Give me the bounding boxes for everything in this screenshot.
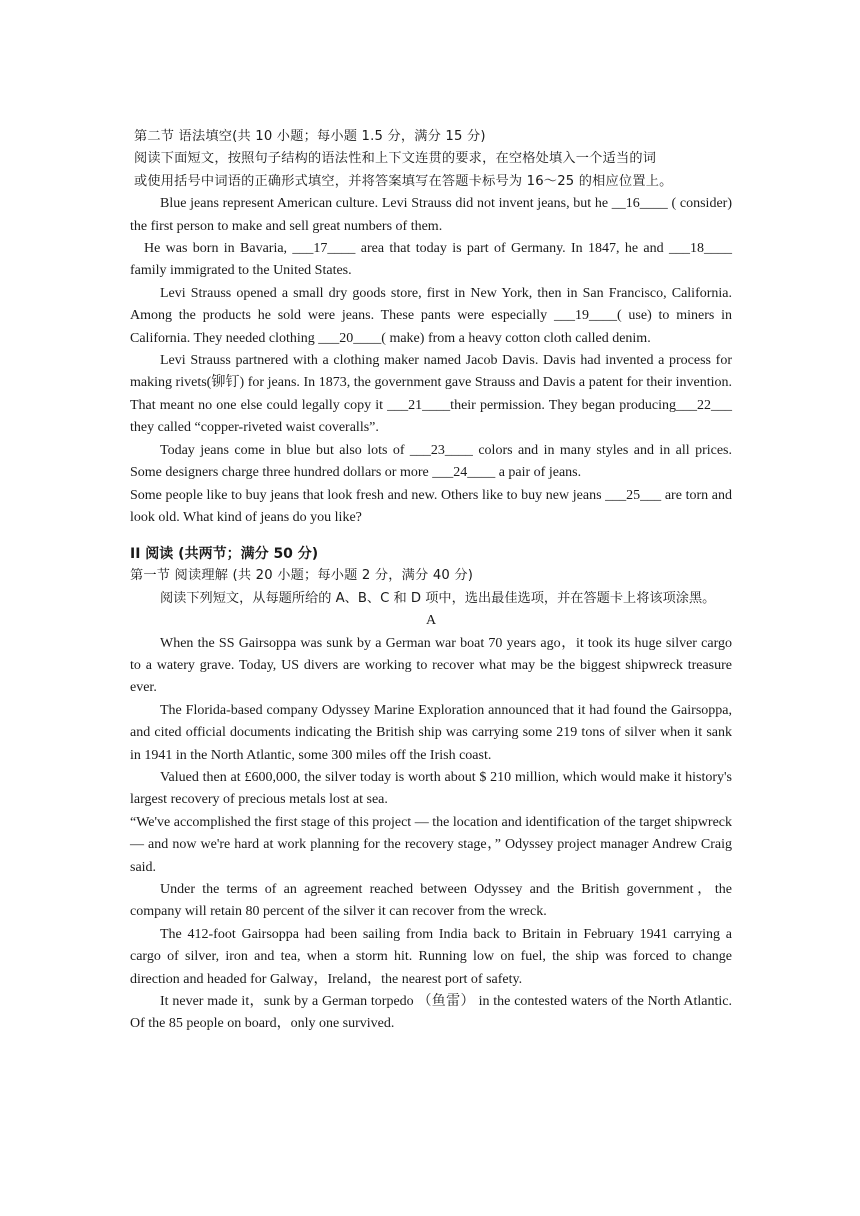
passage-paragraph-3: Valued then at £600,000, the silver today is worth about $ 210 million, which would make it history's largest recovery of precious metals lost at sea. (130, 769, 732, 808)
grammar-paragraph-2: He was born in Bavaria, ___17____ area that today is part of Germany. In 1847, he and ___18____ family immigrated to the United States. (130, 241, 732, 279)
passage-paragraph-6: The 412-foot Gairsoppa had been sailing from India back to Britain in February 1941 carrying a cargo of silver, iron and tea, when a storm hit. Running low on fuel, the ship was forced to change direction and headed for Galway，Ireland，the nearest port of safety. (130, 926, 732, 987)
passage-paragraph-7: It never made it，sunk by a German torpedo （鱼雷） in the contested waters of the North Atlantic. Of the 85 people on board，only one survived. (130, 994, 732, 1032)
passage-paragraph-5: Under the terms of an agreement reached between Odyssey and the British government，the company will retain 80 percent of the silver it can recover from the wreck. (130, 882, 732, 920)
passage-label: A (425, 613, 437, 629)
part2-heading: II 阅读 (共两节；满分 50 分) (130, 546, 319, 563)
reading-instruction: 阅读下列短文，从每题所给的 A、B、C 和 D 项中，选出最佳选项，并在答题卡上将该项涂黑。 (160, 590, 716, 606)
passage-paragraph-4: “We've accomplished the first stage of this project — the location and identification of the target shipwreck — and now we're hard at work planning for the recovery stage，” Odyssey project manager Andrew Craig said. (130, 814, 732, 875)
passage-paragraph-1: When the SS Gairsoppa was sunk by a German war boat 70 years ago，it took its huge silver cargo to a watery grave. Today, US divers are working to recover what may be the biggest shipwreck treasure ever. (130, 635, 732, 696)
section2-title: 第二节 语法填空(共 10 小题；每小题 1.5 分，满分 15 分) (134, 129, 486, 144)
exam-page (130, 126, 732, 1036)
grammar-paragraph-3: Levi Strauss opened a small dry goods store, first in New York, then in San Francisco, California. Among the products he sold were jeans. These pants were especially ___19____( use) to miners in California. They needed clothing ___20____( make) from a heavy cotton cloth called denim. (130, 285, 732, 346)
reading-section1-title: 第一节 阅读理解 (共 20 小题；每小题 2 分，满分 40 分) (130, 568, 474, 584)
passage-paragraph-2: The Florida-based company Odyssey Marine Exploration announced that it had found the Gairsoppa, and cited official documents indicating the British ship was carrying some 219 tons of silver when it sank in 1941 in the North Atlantic, some 300 miles off the Irish coast. (130, 702, 732, 763)
grammar-paragraph-4: Levi Strauss partnered with a clothing maker named Jacob Davis. Davis had invented a process for making rivets(铆钉) for jeans. In 1873, the government gave Strauss and Davis a patent for their invention. That meant no one else could legally copy it ___21____their permission. They began producing___22___ they called “copper-riveted waist coveralls”. (130, 353, 732, 436)
grammar-paragraph-6: Some people like to buy jeans that look fresh and new. Others like to buy new jeans ___25___ are torn and look old. What kind of jeans do you like? (130, 487, 732, 525)
section2-instruction-line2: 或使用括号中词语的正确形式填空，并将答案填写在答题卡标号为 16～25 的相应位置上。 (134, 173, 673, 189)
section2-instruction-line1: 阅读下面短文，按照句子结构的语法性和上下文连贯的要求，在空格处填入一个适当的词 (134, 151, 657, 167)
grammar-paragraph-5: Today jeans come in blue but also lots of ___23____ colors and in many styles and in all prices. Some designers charge three hundred dollars or more ___24____ a pair of jeans. (130, 442, 732, 481)
grammar-paragraph-1: Blue jeans represent American culture. Levi Strauss did not invent jeans, but he __16____ ( consider) the first person to make and sell great numbers of them. (130, 196, 732, 234)
